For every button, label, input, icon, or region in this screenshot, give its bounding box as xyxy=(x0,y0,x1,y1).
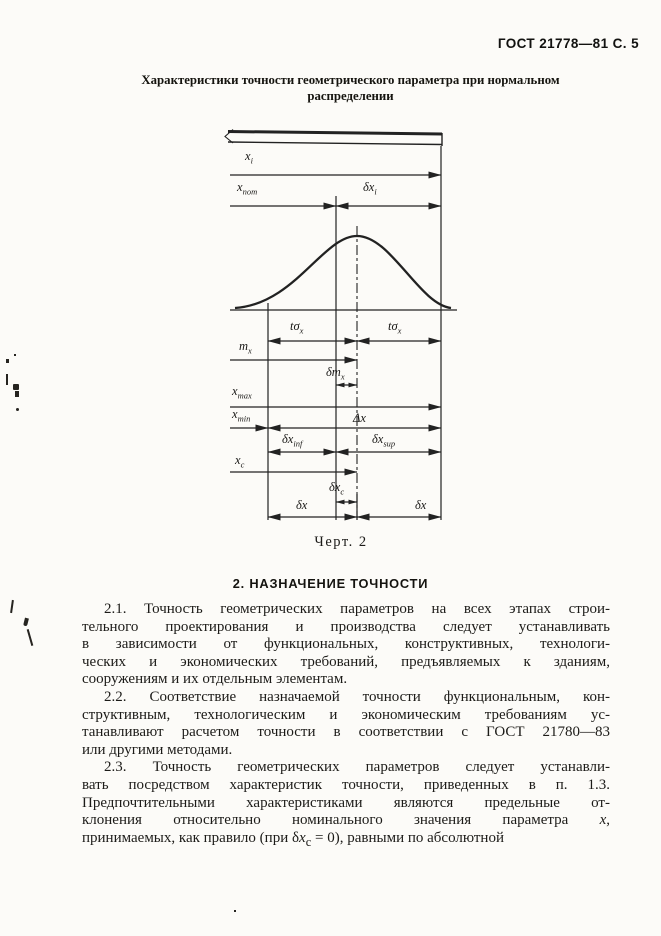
scan-artifact xyxy=(15,391,19,397)
dimension-lines xyxy=(268,206,441,517)
label-dmx: $\delta m_x$ xyxy=(326,365,345,382)
scan-artifact xyxy=(10,600,14,613)
label-dxi: $\delta x_i$ xyxy=(363,180,377,197)
scan-artifact xyxy=(6,374,8,385)
label-deltax: Δx xyxy=(353,411,366,425)
paragraph-2-2 xyxy=(82,689,610,759)
section-heading: 2. НАЗНАЧЕНИЕ ТОЧНОСТИ xyxy=(232,576,429,591)
text-line: ческих и экономических требований, предъявляемых к зданиям, xyxy=(82,653,610,670)
scan-artifact xyxy=(16,408,19,411)
scan-artifact xyxy=(14,354,16,356)
label-tsx-left: $t\sigma_x$ xyxy=(290,319,304,336)
label-dxsup: $\delta x_{sup}$ xyxy=(372,432,396,449)
page-title xyxy=(60,72,641,104)
paragraph-2-3 xyxy=(82,759,610,851)
label-xmax: $x_{max}$ xyxy=(232,384,252,401)
label-xc: $x_c$ xyxy=(235,453,245,470)
text-line: сооружениям и их отдельным элементам. xyxy=(82,671,348,688)
label-dxc: $\delta x_c$ xyxy=(329,480,345,497)
title-line-1: Характеристики точности геометрического параметра при нормальном xyxy=(141,73,560,87)
figure-caption: Черт. 2 xyxy=(314,534,368,550)
scan-artifact xyxy=(234,910,236,912)
label-dx-right: δx xyxy=(415,498,427,512)
label-xi: $x_i$ xyxy=(245,149,253,166)
text-line: 2.1. Точность геометрических параметров на всех этапах строи- xyxy=(104,601,610,617)
text-line: танавливают расчетом точности в соответствии с ГОСТ 21780—83 xyxy=(82,724,610,741)
label-tsx-right: $t\sigma_x$ xyxy=(388,319,402,336)
scan-artifact xyxy=(23,618,29,627)
label-mx: $m_x$ xyxy=(239,339,252,356)
label-dx-left: δx xyxy=(296,498,308,512)
text-line: принимаемых, как правило (при $\delta x_с = 0$), равными по абсолютной xyxy=(82,829,504,849)
text-line: 2.3. Точность геометрических параметров следует устанавли- xyxy=(104,759,610,776)
body-text xyxy=(82,601,610,851)
label-xnom: $x_{nom}$ xyxy=(237,180,258,197)
text-line: или другими методами. xyxy=(82,741,233,758)
text-line: клонения относительно номинального значения параметра x, xyxy=(82,812,610,829)
text-line: в зависимости от функциональных, конструктивных, технологи- xyxy=(82,636,610,653)
scan-artifact xyxy=(6,359,9,363)
text-line: Предпочтительными характеристиками являются предельные от- xyxy=(82,794,610,811)
element-bar xyxy=(225,130,442,147)
title-line-2: распределении xyxy=(307,89,394,103)
document-reference: ГОСТ 21778—81 С. 5 xyxy=(497,36,639,51)
label-dxinf: $\delta x_{inf}$ xyxy=(282,432,303,449)
text-line: тельного проектирования и производства следует устанавливать xyxy=(82,618,610,635)
bell-curve xyxy=(230,236,457,310)
figure-chart-2 xyxy=(195,122,475,562)
label-xmin: $x_{min}$ xyxy=(232,407,251,424)
paragraph-2-1 xyxy=(82,601,610,689)
scan-artifact xyxy=(27,629,34,646)
text-line: 2.2. Соответствие назначаемой точности функциональным, кон- xyxy=(104,688,610,705)
scan-artifact xyxy=(13,384,19,390)
text-line: структивным, технологическим и экономическим требованиям ус- xyxy=(82,706,610,723)
text-line: вать посредством характеристик точности, приведенных в п. 1.3. xyxy=(82,776,610,793)
